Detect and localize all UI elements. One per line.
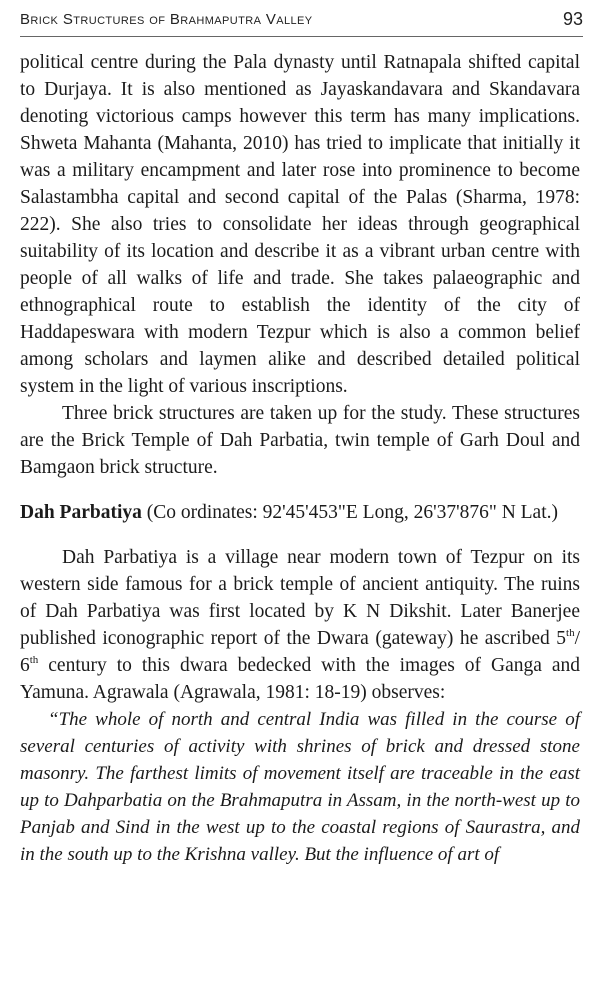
paragraph-dah-parbatiya xyxy=(20,544,580,706)
header-divider xyxy=(20,36,583,37)
section-heading-coordinates: (Co ordinates: 92'45'453"E Long, 26'37'876" N Lat.) xyxy=(141,502,559,523)
paragraph-text-part-2: / 6 xyxy=(20,628,580,676)
superscript-th-2: th xyxy=(29,653,39,666)
superscript-th-1: th xyxy=(566,626,575,639)
paragraph-continued: political centre during the Pala dynasty until Ratnapala shifted capital to Durjaya. It is also mentioned as Jayaskandavara and Skandavara denoting victorious camps however this term has many implications. Shweta Mahanta (Mahanta, 2010) has tried to implicate that initially it was a military encampment and later rose into prominence to become Salastambha capital and second capital of the Palas (Sharma, 1978: 222). She also tries to consolidate her ideas through geographical suitability of its location and describe it as a vibrant urban centre with people of all walks of life and trade. She takes palaeographic and ethnographical route to establish the identity of the city of Haddapeswara with modern Tezpur which is also a common belief among scholars and laymen alike and described detailed political system in the light of various inscriptions. xyxy=(20,52,580,397)
page-body xyxy=(20,49,580,868)
running-title: Brick Structures of Brahmaputra Valley xyxy=(20,11,313,28)
paragraph-study-structures: Three brick structures are taken up for the study. These structures are the Brick Temple of Dah Parbatia, twin temple of Garh Doul and Bamgaon brick structure. xyxy=(20,403,580,478)
section-heading-dah-parbatiya xyxy=(20,499,580,526)
running-head xyxy=(20,9,583,33)
paragraph-text-part-1: Dah Parbatiya is a village near modern town of Tezpur on its western side famous for a brick temple of ancient antiquity. The ruins of Dah Parbatiya was first located by K N Dikshit. Later Banerjee published iconographic report of the Dwara (gateway) he ascribed 5 xyxy=(20,547,580,649)
block-quotation: “The whole of north and central India was filled in the course of several centuries of activity with shrines of brick and dressed stone masonry. The farthest limits of movement itself are traceable in the east up to Dahparbatia on the Brahmaputra in Assam, in the north-west up to Panjab and Sind in the west up to the coastal regions of Saurastra, and in the south up to the Krishna valley. But the influence of art of xyxy=(20,709,580,865)
paragraph-text-part-3: century to this dwara bedecked with the images of Ganga and Yamuna. Agrawala (Agrawala, 1981: 18-19) observes: xyxy=(20,655,580,703)
section-heading-title: Dah Parbatiya xyxy=(20,502,142,523)
page-number: 93 xyxy=(562,9,583,29)
